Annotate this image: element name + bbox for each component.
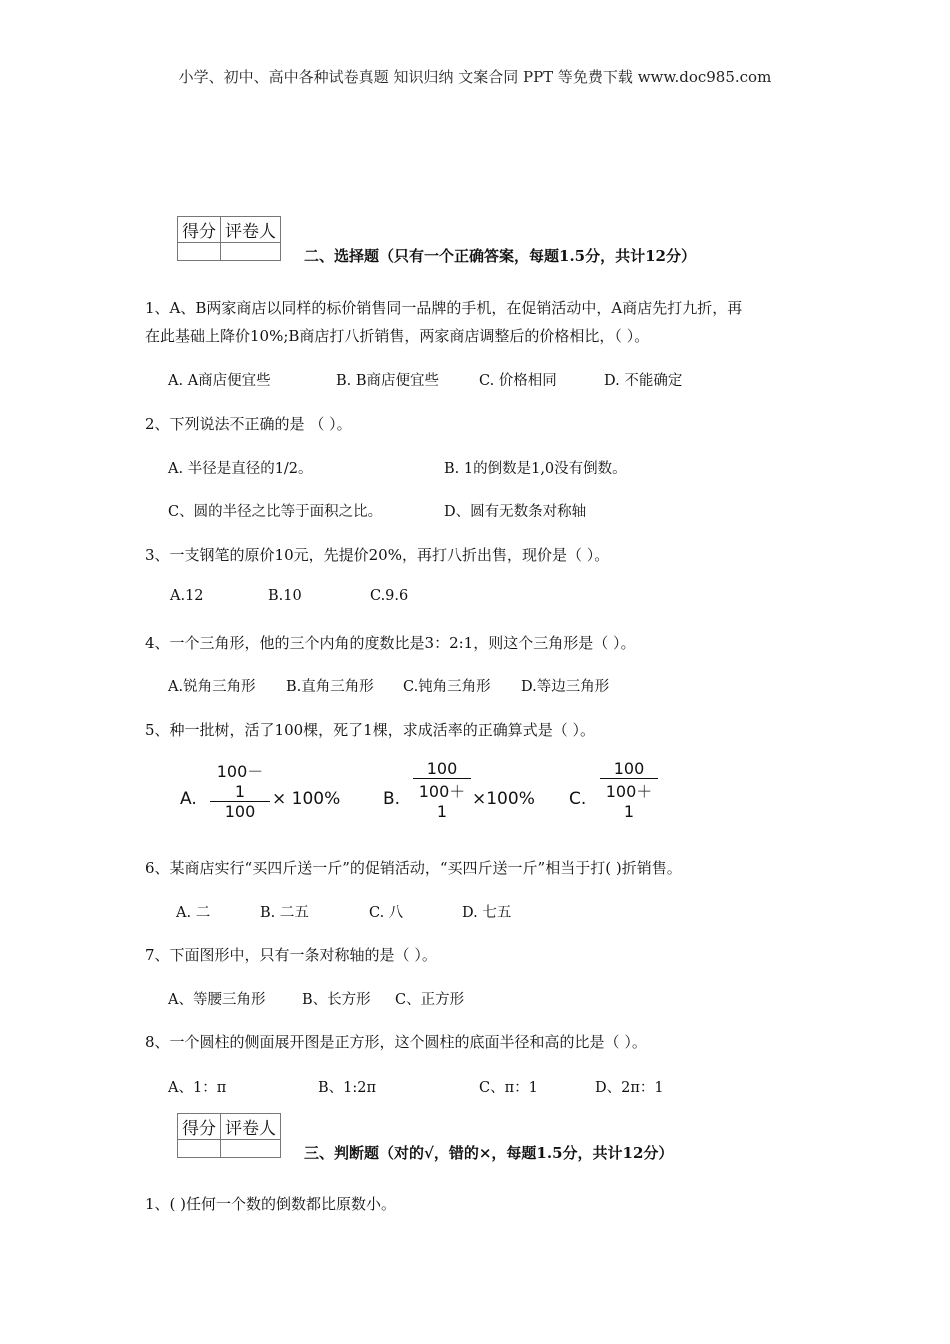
fraction-numerator: 100: [426, 759, 458, 778]
question-1-line1: 1、A、B两家商店以同样的标价销售同一品牌的手机，在促销活动中，A商店先打九折，再: [145, 299, 743, 317]
q1-option-c[interactable]: C. 价格相同: [479, 373, 557, 389]
q1-option-d[interactable]: D. 不能确定: [604, 373, 683, 389]
q7-option-a[interactable]: A、等腰三角形: [168, 992, 266, 1008]
fraction-denominator: 100: [224, 802, 256, 821]
question-4: 4、一个三角形，他的三个内角的度数比是3：2:1，则这个三角形是（ ）。: [145, 634, 636, 652]
q5-option-a-label[interactable]: A.: [180, 789, 197, 809]
q2-option-c[interactable]: C、圆的半径之比等于面积之比。: [168, 504, 383, 520]
score-cell[interactable]: [178, 1140, 221, 1158]
score-label: 得分: [178, 1114, 221, 1140]
q5-option-b-label[interactable]: B.: [383, 789, 401, 809]
q3-option-c[interactable]: C.9.6: [370, 588, 409, 604]
q5-option-c-label[interactable]: C.: [569, 789, 587, 809]
q1-option-b[interactable]: B. B商店便宜些: [336, 373, 440, 389]
grader-label: 评卷人: [221, 217, 281, 243]
score-cell[interactable]: [178, 243, 221, 261]
score-box: [177, 216, 281, 261]
q8-option-c[interactable]: C、π：1: [479, 1080, 538, 1096]
section-title: 二、选择题（只有一个正确答案，每题1.5分，共计12分）: [304, 247, 696, 265]
q2-option-d[interactable]: D、圆有无数条对称轴: [444, 504, 587, 520]
q8-option-b[interactable]: B、1:2π: [318, 1080, 377, 1096]
q5-option-a-fraction: [210, 759, 270, 821]
q3-option-b[interactable]: B.10: [268, 588, 302, 604]
q3-option-a[interactable]: A.12: [170, 588, 204, 604]
fraction-numerator: 100－1: [216, 762, 264, 801]
question-5: 5、种一批树，活了100棵，死了1棵，求成活率的正确算式是（ ）。: [145, 721, 595, 739]
header-banner: 小学、初中、高中各种试卷真题 知识归纳 文案合同 PPT 等免费下载 www.doc985.com: [178, 68, 772, 86]
q8-option-a[interactable]: A、1：π: [168, 1080, 227, 1096]
score-box-2: [177, 1113, 281, 1158]
section-title-3: 三、判断题（对的√，错的×，每题1.5分，共计12分）: [304, 1144, 674, 1162]
question-7: 7、下面图形中，只有一条对称轴的是（ ）。: [145, 946, 437, 964]
q6-option-a[interactable]: A. 二: [176, 905, 211, 921]
q4-option-d[interactable]: D.等边三角形: [521, 679, 610, 695]
q5-option-a-tail: × 100%: [272, 789, 341, 809]
q6-option-c[interactable]: C. 八: [369, 905, 404, 921]
q7-option-b[interactable]: B、长方形: [302, 992, 371, 1008]
q2-option-b[interactable]: B. 1的倒数是1,0没有倒数。: [444, 461, 627, 477]
q2-option-a[interactable]: A. 半径是直径的1/2。: [168, 461, 313, 477]
grader-cell[interactable]: [221, 243, 281, 261]
grader-label: 评卷人: [221, 1114, 281, 1140]
q4-option-b[interactable]: B.直角三角形: [286, 679, 374, 695]
question-8: 8、一个圆柱的侧面展开图是正方形，这个圆柱的底面半径和高的比是（ ）。: [145, 1033, 647, 1051]
question-2: 2、下列说法不正确的是 （ ）。: [145, 415, 352, 433]
question-6: 6、某商店实行“买四斤送一斤”的促销活动，“买四斤送一斤”相当于打( )折销售。: [145, 859, 682, 877]
fraction-denominator: 100＋1: [418, 782, 466, 821]
q6-option-b[interactable]: B. 二五: [260, 905, 309, 921]
q4-option-a[interactable]: A.锐角三角形: [168, 679, 256, 695]
q4-option-c[interactable]: C.钝角三角形: [403, 679, 491, 695]
judgement-question-1: 1、( )任何一个数的倒数都比原数小。: [145, 1195, 397, 1213]
question-3: 3、一支钢笔的原价10元，先提价20%，再打八折出售，现价是（ ）。: [145, 546, 610, 564]
q5-option-b-fraction: [413, 759, 471, 821]
question-1-line2: 在此基础上降价10%;B商店打八折销售，两家商店调整后的价格相比，（ ）。: [145, 327, 650, 345]
q5-option-b-tail: ×100%: [472, 789, 535, 809]
fraction-numerator: 100: [613, 759, 645, 778]
grader-cell[interactable]: [221, 1140, 281, 1158]
q1-option-a[interactable]: A. A商店便宜些: [168, 373, 271, 389]
q8-option-d[interactable]: D、2π：1: [595, 1080, 664, 1096]
q7-option-c[interactable]: C、正方形: [395, 992, 465, 1008]
q5-option-c-fraction: [600, 759, 658, 821]
q6-option-d[interactable]: D. 七五: [462, 905, 512, 921]
score-label: 得分: [178, 217, 221, 243]
fraction-denominator: 100＋1: [605, 782, 653, 821]
